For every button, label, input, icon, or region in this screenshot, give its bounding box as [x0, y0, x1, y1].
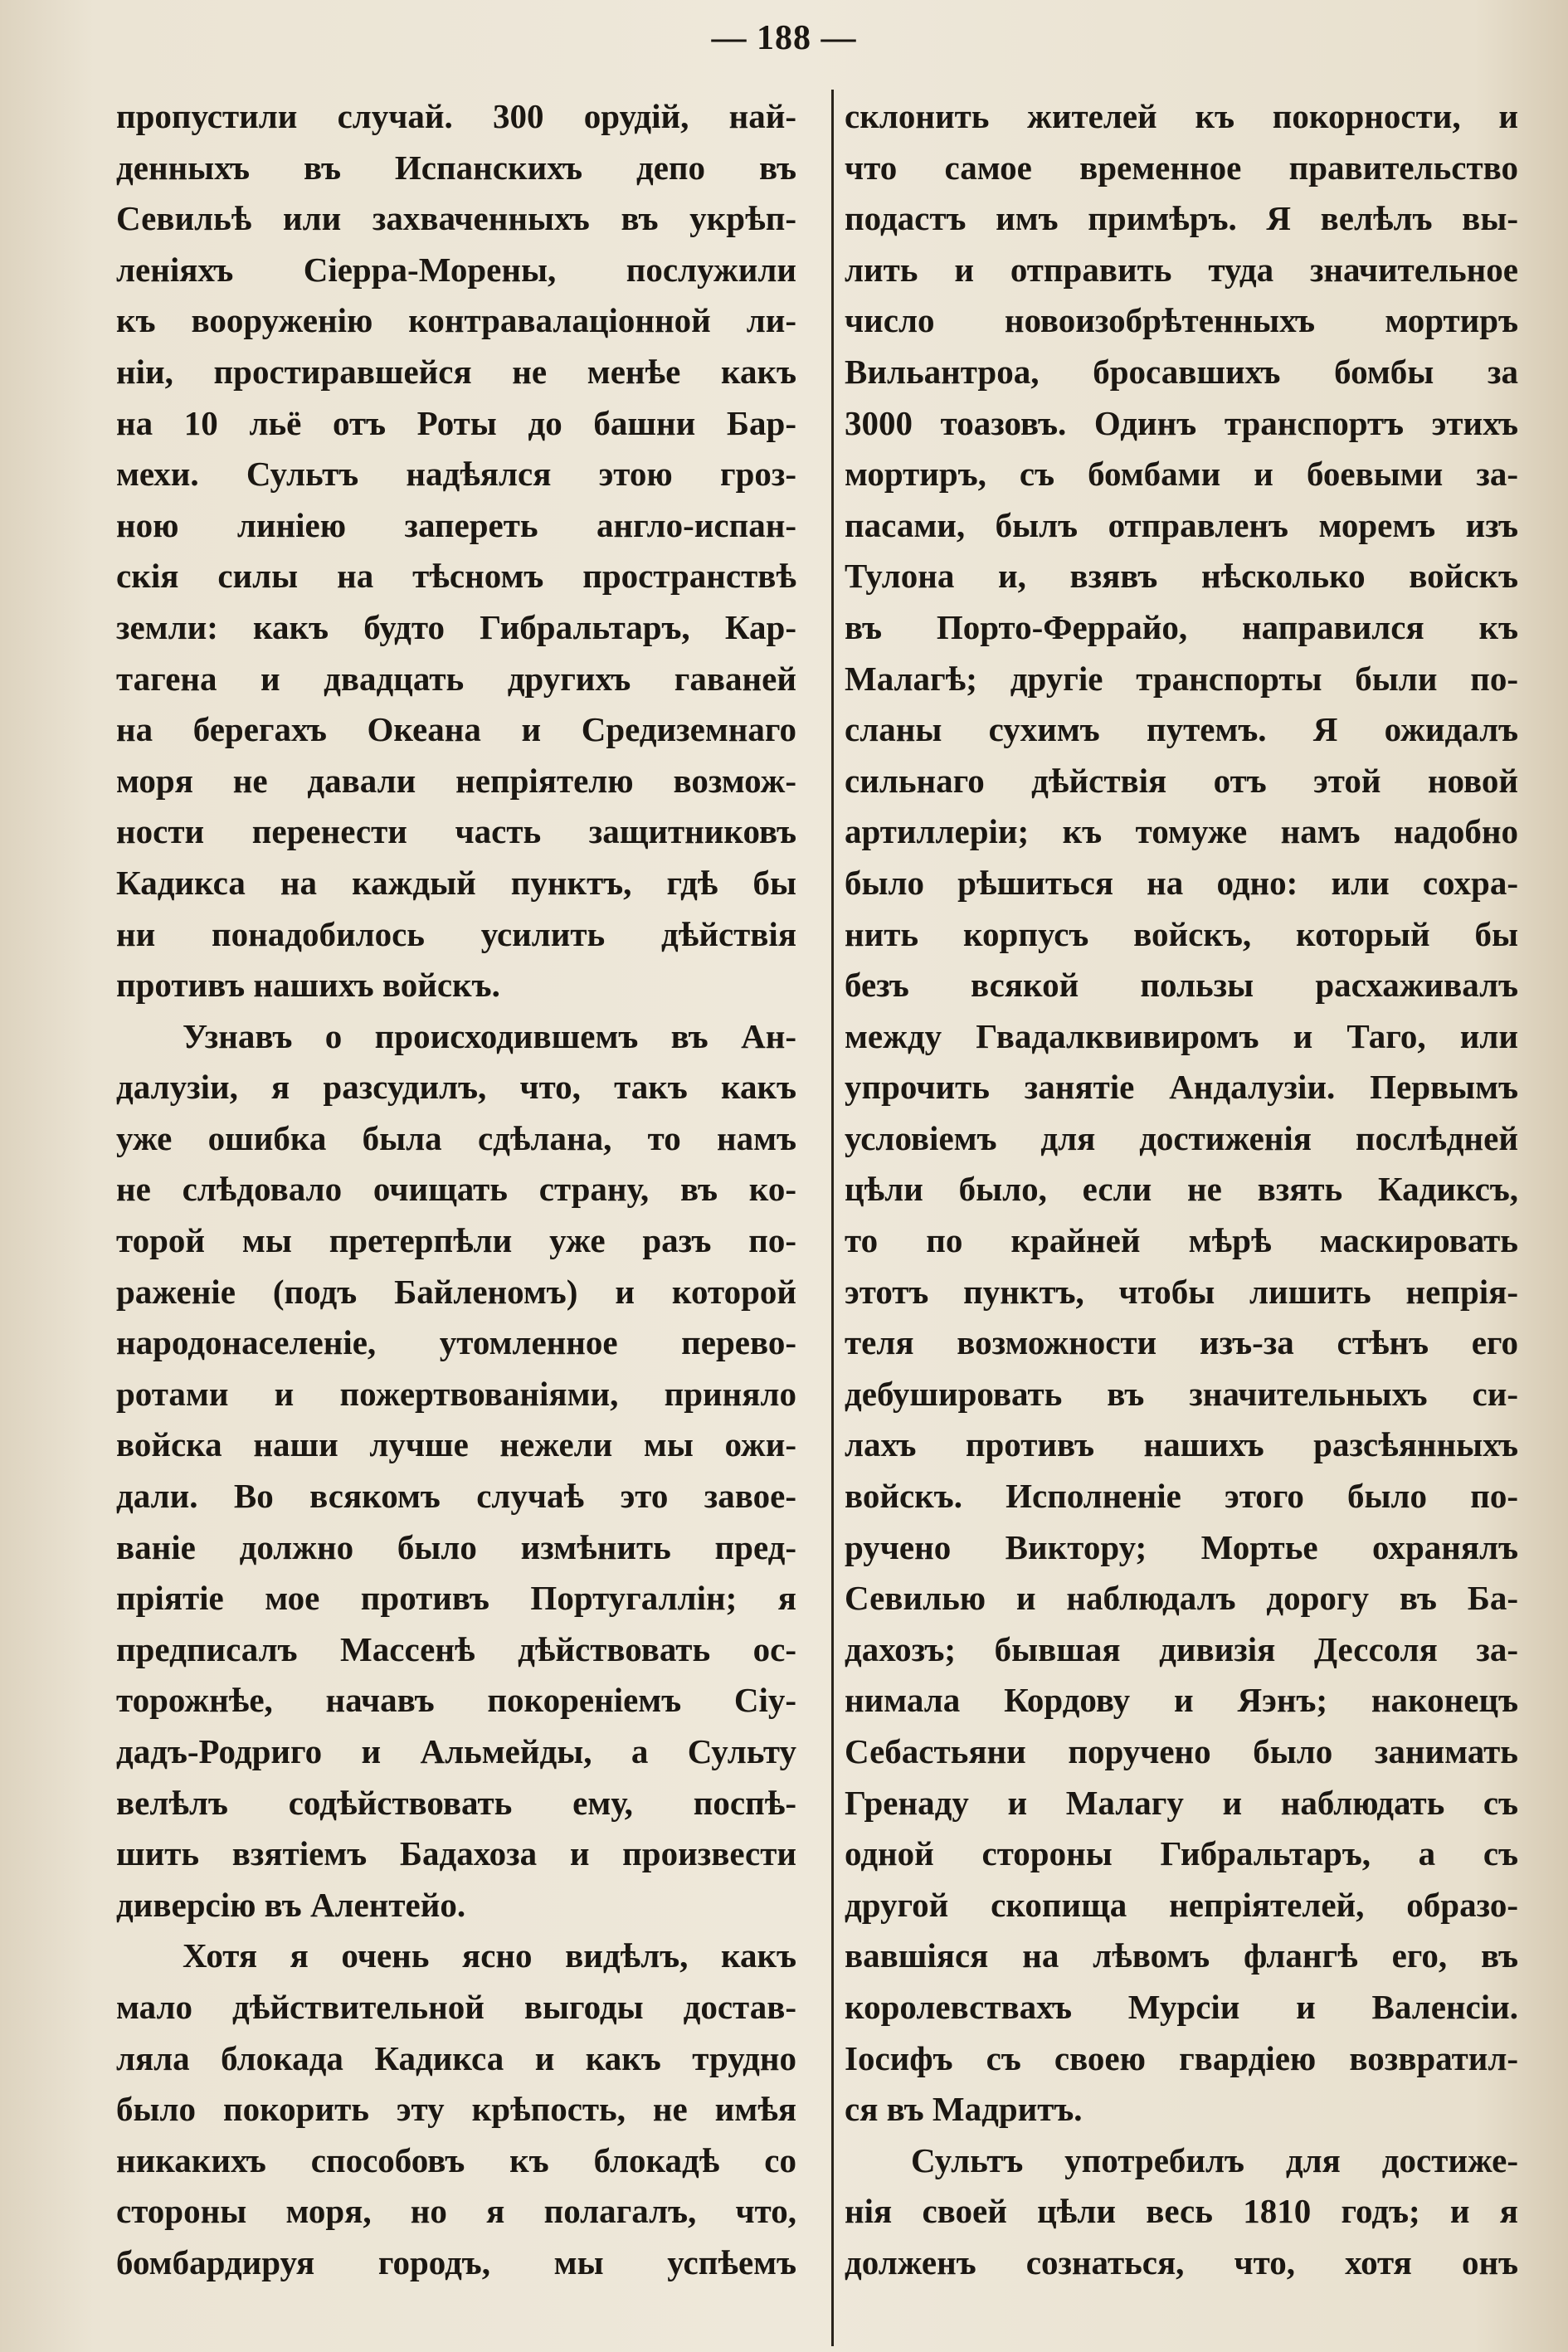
- text-line: Узнавъ о происходившемъ въ Ан-: [183, 1016, 796, 1055]
- text-line: дадъ-Родриго и Альмейды, а Сульту: [116, 1732, 796, 1770]
- text-line: было рѣшиться на одно: или сохра-: [845, 863, 1518, 902]
- text-line: тагена и двадцать другихъ гаваней: [116, 659, 796, 698]
- text-line: ся въ Мадритъ.: [845, 2090, 1083, 2129]
- text-line: Кадикса на каждый пунктъ, гдѣ бы: [116, 863, 796, 902]
- text-line: нимала Кордову и Яэнъ; наконецъ: [845, 1681, 1518, 1720]
- text-line: было покорить эту крѣпость, не имѣя: [116, 2090, 796, 2129]
- text-line: бомбардируя городъ, мы успѣемъ: [116, 2242, 796, 2281]
- text-line: то по крайней мѣрѣ маскировать: [845, 1221, 1518, 1260]
- text-line: ніи, простиравшейся не менѣе какъ: [116, 352, 796, 391]
- text-line: торой мы претерпѣли уже разъ по-: [116, 1221, 796, 1260]
- text-line: въ Порто-Феррайо, направился къ: [845, 607, 1518, 646]
- text-line: дали. Во всякомъ случаѣ это завое-: [116, 1477, 796, 1516]
- text-line: склонить жителей къ покорности, и: [845, 97, 1518, 135]
- text-line: сланы сухимъ путемъ. Я ожидалъ: [845, 710, 1518, 749]
- text-line: дебушировать въ значительныхъ си-: [845, 1374, 1518, 1413]
- text-line: нить корпусъ войскъ, который бы: [845, 914, 1518, 953]
- text-line: на берегахъ Океана и Средиземнаго: [116, 710, 796, 749]
- text-line: ручено Виктору; Мортье охранялъ: [845, 1527, 1518, 1566]
- text-line: мортиръ, съ бомбами и боевыми за-: [845, 455, 1518, 494]
- text-line: одной стороны Гибральтаръ, а съ: [845, 1834, 1518, 1873]
- text-line: Севилью и наблюдалъ дорогу въ Ба-: [845, 1579, 1518, 1618]
- text-line: стороны моря, но я полагалъ, что,: [116, 2192, 796, 2231]
- text-line: мало дѣйствительной выгоды достав-: [116, 1987, 796, 2026]
- text-line: Севильѣ или захваченныхъ въ укрѣп-: [116, 199, 796, 238]
- text-line: 3000 тоазовъ. Одинъ транспортъ этихъ: [845, 403, 1518, 442]
- text-line: войскъ. Исполненіе этого было по-: [845, 1477, 1518, 1516]
- text-line: Тулона и, взявъ нѣсколько войскъ: [845, 557, 1518, 596]
- text-line: условіемъ для достиженія послѣдней: [845, 1118, 1518, 1157]
- text-line: ваніе должно было измѣнить пред-: [116, 1527, 796, 1566]
- text-line: раженіе (подъ Байленомъ) и которой: [116, 1272, 796, 1311]
- text-line: ляла блокада Кадикса и какъ трудно: [116, 2038, 796, 2077]
- text-line: Вильантроа, бросавшихъ бомбы за: [845, 352, 1518, 391]
- text-line: Сультъ употребилъ для достиже-: [911, 2140, 1518, 2179]
- text-line: королевствахъ Мурсіи и Валенсіи.: [845, 1987, 1518, 2026]
- text-line: вавшіяся на лѣвомъ флангѣ его, въ: [845, 1936, 1518, 1975]
- text-line: нія своей цѣли весь 1810 годъ; и я: [845, 2192, 1518, 2231]
- text-line: артиллеріи; къ томуже намъ надобно: [845, 812, 1518, 851]
- text-line: противъ нашихъ войскъ.: [116, 966, 500, 1005]
- text-line: леніяхъ Сіерра-Морены, послужили: [116, 250, 796, 289]
- text-line: подастъ имъ примѣръ. Я велѣлъ вы-: [845, 199, 1518, 238]
- text-line: между Гвадалквивиромъ и Таго, или: [845, 1016, 1518, 1055]
- text-line: ною линіею запереть англо-испан-: [116, 505, 796, 544]
- text-line: теля возможности изъ-за стѣнъ его: [845, 1323, 1518, 1362]
- text-line: Хотя я очень ясно видѣлъ, какъ: [183, 1936, 796, 1975]
- text-line: Себастьяни поручено было занимать: [845, 1732, 1518, 1770]
- text-line: войска наши лучше нежели мы ожи-: [116, 1425, 796, 1464]
- text-line: Малагѣ; другіе транспорты были по-: [845, 659, 1518, 698]
- text-line: народонаселеніе, утомленное перево-: [116, 1323, 796, 1362]
- text-line: лахъ противъ нашихъ разсѣянныхъ: [845, 1425, 1518, 1464]
- text-line: что самое временное правительство: [845, 148, 1518, 187]
- text-line: Гренаду и Малагу и наблюдать съ: [845, 1783, 1518, 1822]
- left-text-column: [116, 91, 796, 2289]
- text-line: уже ошибка была сдѣлана, то намъ: [116, 1118, 796, 1157]
- text-line: пріятіе мое противъ Португаллін; я: [116, 1579, 796, 1618]
- text-line: велѣлъ содѣйствовать ему, поспѣ-: [116, 1783, 796, 1822]
- text-line: далузіи, я разсудилъ, что, такъ какъ: [116, 1068, 796, 1107]
- text-line: мехи. Сультъ надѣялся этою гроз-: [116, 455, 796, 494]
- text-line: Іосифъ съ своею гвардіею возвратил-: [845, 2038, 1518, 2077]
- text-line: пасами, былъ отправленъ моремъ изъ: [845, 505, 1518, 544]
- text-line: никакихъ способовъ къ блокадѣ со: [116, 2140, 796, 2179]
- column-divider: [831, 90, 834, 2346]
- text-line: диверсію въ Алентейо.: [116, 1885, 466, 1924]
- text-line: лить и отправить туда значительное: [845, 250, 1518, 289]
- text-line: торожнѣе, начавъ покореніемъ Сіу-: [116, 1681, 796, 1720]
- text-line: денныхъ въ Испанскихъ депо въ: [116, 148, 796, 187]
- text-line: къ вооруженію контравалаціонной ли-: [116, 301, 796, 340]
- text-line: пропустили случай. 300 орудій, най-: [116, 97, 796, 135]
- text-line: моря не давали непріятелю возмож-: [116, 761, 796, 800]
- text-line: земли: какъ будто Гибральтаръ, Кар-: [116, 607, 796, 646]
- text-line: ротами и пожертвованіями, приняло: [116, 1374, 796, 1413]
- text-line: на 10 льё отъ Роты до башни Бар-: [116, 403, 796, 442]
- text-line: дахозъ; бывшая дивизія Дессоля за-: [845, 1629, 1518, 1668]
- text-line: долженъ сознаться, что, хотя онъ: [845, 2242, 1518, 2281]
- text-line: сильнаго дѣйствія отъ этой новой: [845, 761, 1518, 800]
- text-line: цѣли было, если не взять Кадиксъ,: [845, 1170, 1518, 1209]
- text-line: ности перенести часть защитниковъ: [116, 812, 796, 851]
- text-line: число новоизобрѣтенныхъ мортиръ: [845, 301, 1518, 340]
- text-line: этотъ пунктъ, чтобы лишить непрія-: [845, 1272, 1518, 1311]
- right-text-column: [845, 91, 1518, 2289]
- page-number: — 188 —: [711, 19, 857, 57]
- text-line: ни понадобилось усилить дѣйствія: [116, 914, 796, 953]
- text-line: не слѣдовало очищать страну, въ ко-: [116, 1170, 796, 1209]
- text-line: предписалъ Массенѣ дѣйствовать ос-: [116, 1629, 796, 1668]
- text-line: шить взятіемъ Бадахоза и произвести: [116, 1834, 796, 1873]
- text-line: скія силы на тѣсномъ пространствѣ: [116, 557, 796, 596]
- text-line: другой скопища непріятелей, образо-: [845, 1885, 1518, 1924]
- text-line: упрочить занятіе Андалузіи. Первымъ: [845, 1068, 1518, 1107]
- text-line: безъ всякой пользы расхаживалъ: [845, 966, 1518, 1005]
